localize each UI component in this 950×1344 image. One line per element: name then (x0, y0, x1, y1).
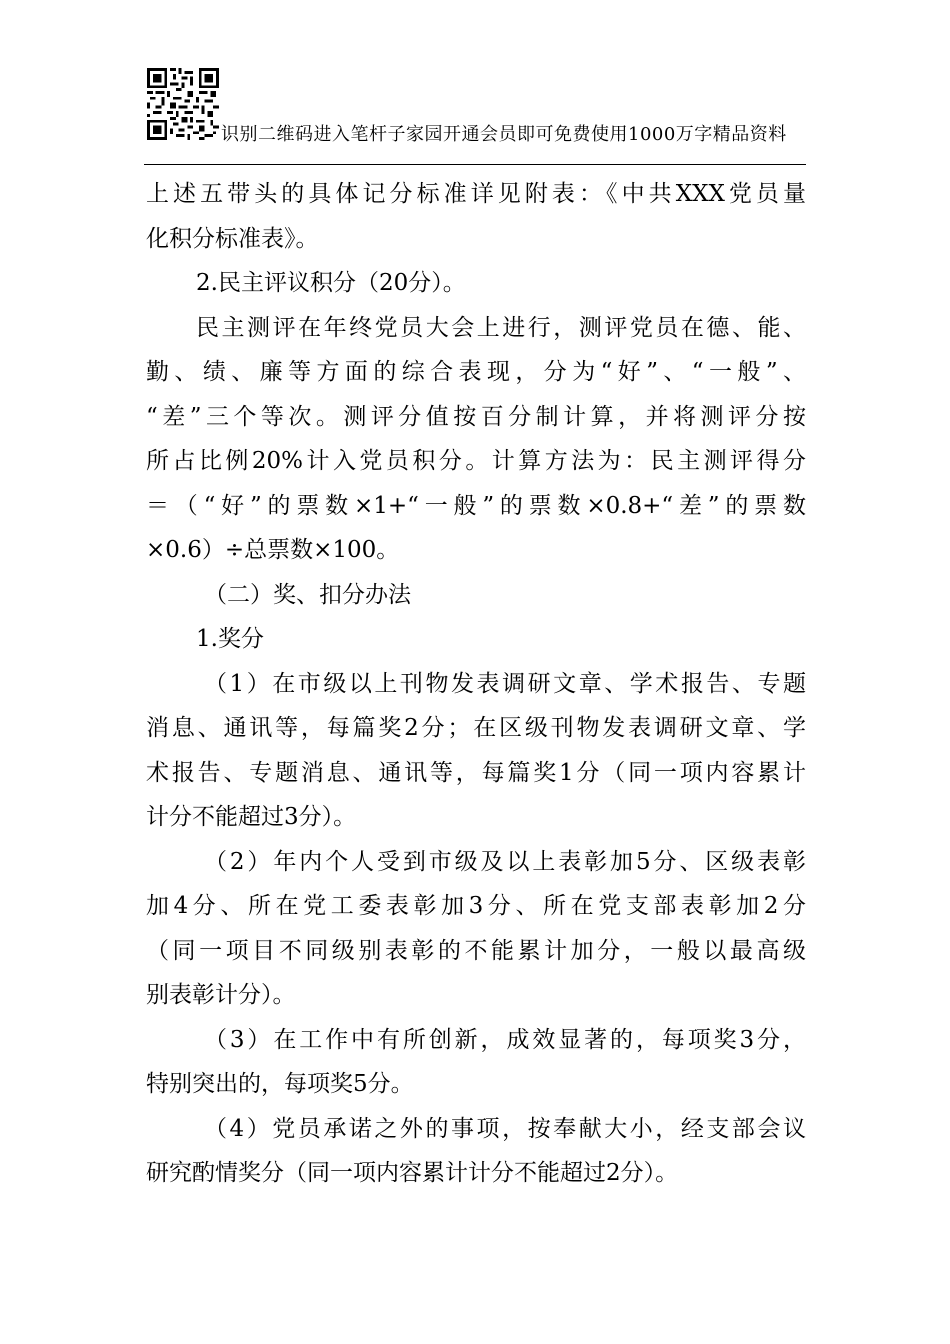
body-line: 所占比例20%计入党员积分。计算方法为：民主测评得分 (146, 448, 806, 474)
body-line: 研究酌情奖分（同一项内容累计计分不能超过2分）。 (146, 1160, 679, 1186)
qr-code-icon[interactable] (147, 68, 219, 140)
subsection-heading: 1.奖分 (196, 626, 264, 652)
body-line: （3）在工作中有所创新，成效显著的，每项奖3分， (204, 1026, 806, 1053)
body-line: 特别突出的，每项奖5分。 (146, 1071, 414, 1097)
section-heading: 2.民主评议积分（20分）。 (196, 270, 466, 296)
body-line: （同一项目不同级别表彰的不能累计加分，一般以最高级 (146, 937, 806, 964)
body-line: ×0.6）÷总票数×100。 (146, 537, 400, 563)
body-line: 民主测评在年终党员大会上进行，测评党员在德、能、 (196, 314, 806, 341)
body-line: 消息、通讯等，每篇奖2分；在区级刊物发表调研文章、学 (146, 715, 806, 741)
body-line: 加4分、所在党工委表彰加3分、所在党支部表彰加2分 (146, 893, 806, 919)
body-line: 化积分标准表》。 (146, 225, 319, 252)
body-line: （1）在市级以上刊物发表调研文章、学术报告、专题 (204, 670, 806, 697)
body-line: “差”三个等次。测评分值按百分制计算，并将测评分按 (146, 403, 806, 430)
header-divider (144, 164, 806, 165)
body-line: 勤、绩、廉等方面的综合表现，分为“好”、“一般”、 (146, 359, 806, 385)
section-heading: （二）奖、扣分办法 (204, 581, 411, 608)
body-line: （4）党员承诺之外的事项，按奉献大小，经支部会议 (204, 1115, 806, 1142)
page-header (147, 68, 807, 148)
body-line: ＝（“好”的票数×1+“一般”的票数×0.8+“差”的票数 (146, 492, 806, 519)
header-promo-text: 识别二维码进入笔杆子家园开通会员即可免费使用1000万字精品资料 (221, 124, 787, 145)
document-body (146, 172, 806, 1196)
body-line: 计分不能超过3分）。 (146, 804, 357, 830)
body-line: （2）年内个人受到市级及以上表彰加5分、区级表彰 (204, 848, 806, 875)
body-line: 上述五带头的具体记分标准详见附表：《中共XXX党员量 (146, 181, 806, 207)
body-line: 别表彰计分）。 (146, 982, 296, 1008)
body-line: 术报告、专题消息、通讯等，每篇奖1分（同一项内容累计 (146, 759, 806, 786)
